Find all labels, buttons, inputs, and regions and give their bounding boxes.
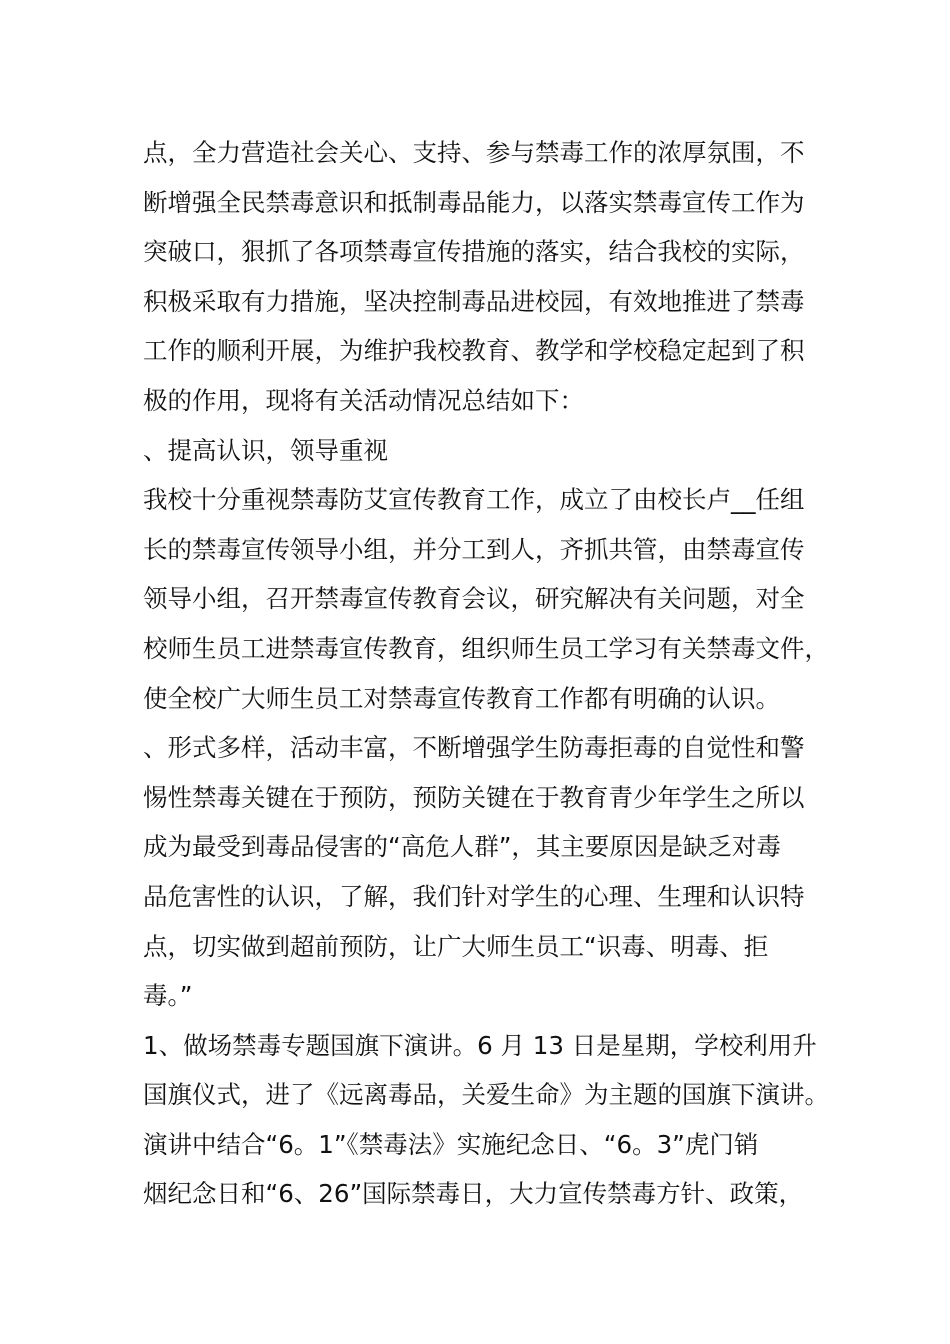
text-line-22: 烟纪念日和“6、26”国际禁毒日，大力宣传禁毒方针、政策， [143,1179,804,1209]
text-line-15: 成为最受到毒品侵害的“高危人群”，其主要原因是缺乏对毒 [143,832,781,862]
text-line-16: 品危害性的认识，了解，我们针对学生的心理、生理和认识特 [143,881,805,911]
section-heading-2: 、形式多样，活动丰富，不断增强学生防毒拒毒的自觉性和警 [143,733,805,763]
text-line-10: 领导小组，召开禁毒宣传教育会议，研究解决有关问题，对全 [143,584,805,614]
text-line-18: 毒。” [143,981,193,1011]
text-line-21: 演讲中结合“6。1”《禁毒法》实施纪念日、“6。3”虎门销 [143,1129,759,1159]
text-line-8: 我校十分重视禁毒防艾宣传教育工作，成立了由校长卢__任组 [143,485,805,515]
text-line-9: 长的禁毒宣传领导小组，并分工到人，齐抓共管，由禁毒宣传 [143,534,805,564]
text-line-12: 使全校广大师生员工对禁毒宣传教育工作都有明确的认识。 [143,683,780,713]
text-line-3: 突破口，狠抓了各项禁毒宣传措施的落实，结合我校的实际， [143,237,805,267]
text-line-2: 断增强全民禁毒意识和抵制毒品能力，以落实禁毒宣传工作为 [143,187,805,217]
text-line-20: 国旗仪式，进了《远离毒品，关爱生命》为主题的国旗下演讲。 [143,1080,829,1110]
text-line-6: 极的作用，现将有关活动情况总结如下： [143,385,584,415]
text-line-5: 工作的顺利开展，为维护我校教育、教学和学校稳定起到了积 [143,336,805,366]
text-line-17: 点，切实做到超前预防，让广大师生员工“识毒、明毒、拒 [143,931,769,961]
section-heading-1: 、提高认识，领导重视 [143,435,388,465]
text-line-14: 惕性禁毒关键在于预防，预防关键在于教育青少年学生之所以 [143,782,805,812]
document-text-body [143,128,829,1219]
text-line-19: 1、做场禁毒专题国旗下演讲。6 月 13 日是星期，学校利用升 [143,1030,817,1060]
text-line-4: 积极采取有力措施，坚决控制毒品进校园，有效地推进了禁毒 [143,286,805,316]
text-line-11: 校师生员工进禁毒宣传教育，组织师生员工学习有关禁毒文件， [143,633,829,663]
text-line-1: 点，全力营造社会关心、支持、参与禁毒工作的浓厚氛围，不 [143,138,805,167]
